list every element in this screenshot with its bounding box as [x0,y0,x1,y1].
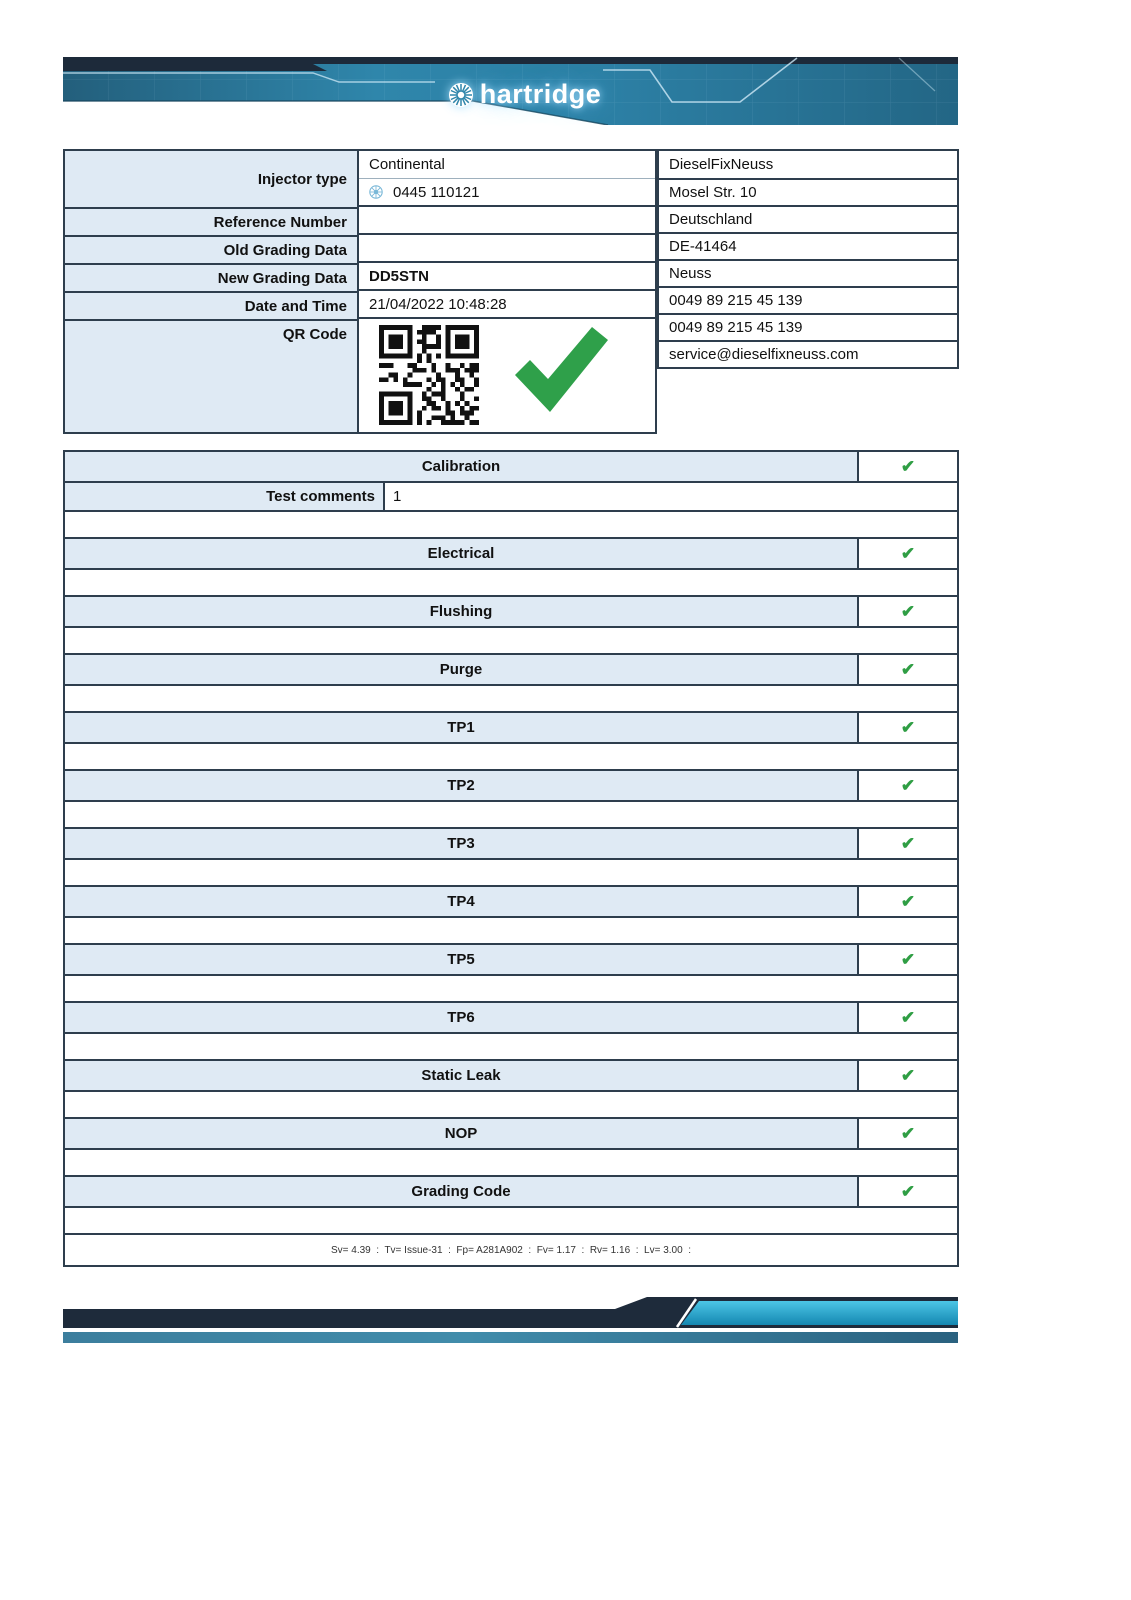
test-section-row [65,1001,957,1032]
test-section-title: TP6 [65,1003,857,1032]
test-section-block [65,595,957,653]
test-section-title: Flushing [65,597,857,626]
test-section-block [65,537,957,595]
contact-line: Mosel Str. 10 [659,178,957,205]
footer-banner [63,1295,958,1353]
check-icon: ✔ [900,1182,916,1201]
test-section-row [65,1059,957,1090]
pass-check-cell [857,1003,957,1032]
test-section-title: Purge [65,655,857,684]
test-section-title: Calibration [65,452,857,481]
pass-check-cell [857,771,957,800]
check-icon: ✔ [900,602,916,621]
contact-line: 0049 89 215 45 139 [659,313,957,340]
datetime-value: 21/04/2022 10:48:28 [359,289,655,317]
test-section-block [65,769,957,827]
check-icon: ✔ [900,776,916,795]
test-section-row [65,1175,957,1206]
pass-check-cell [857,713,957,742]
check-icon: ✔ [900,457,916,476]
header-banner-art [63,57,958,125]
test-section-block [65,653,957,711]
test-section-row [65,452,957,481]
check-icon: ✔ [900,950,916,969]
check-icon: ✔ [900,718,916,737]
test-comments-label: Test comments [65,483,385,510]
test-section-block [65,711,957,769]
test-section-row [65,653,957,684]
pass-check-cell [857,1177,957,1206]
test-section-row [65,711,957,742]
test-section-block [65,885,957,943]
test-results-table [63,450,959,1267]
test-section-title: TP3 [65,829,857,858]
info-value-column [357,149,657,434]
test-section-block [65,1059,957,1117]
injector-make-value: Continental [369,156,445,173]
old-grading-label: Old Grading Data [65,235,357,263]
spacer-row [65,684,957,711]
injector-type-label: Injector type [257,170,347,188]
spacer-row [65,858,957,885]
test-section-title: TP1 [65,713,857,742]
version-footer: Sv= 4.39 : Tv= Issue-31 : Fp= A281A902 : Fv= 1.17 : Rv= 1.16 : Lv= 3.00 : [65,1233,957,1265]
spacer-row [65,1206,957,1233]
qr-code-label: QR Code [65,319,357,347]
test-section-title: TP4 [65,887,857,916]
test-section-title: Electrical [65,539,857,568]
pass-check-cell [857,1061,957,1090]
spacer-row [65,510,957,537]
contact-line: DE-41464 [659,232,957,259]
pass-check-cell [857,597,957,626]
reference-number-value [359,205,655,233]
spacer-row [65,974,957,1001]
test-section-block [65,943,957,1001]
check-icon: ✔ [900,892,916,911]
test-section-title: Grading Code [65,1177,857,1206]
spacer-row [65,1032,957,1059]
spacer-row [65,626,957,653]
spacer-row [65,1148,957,1175]
qr-code [379,325,479,425]
check-icon: ✔ [900,1066,916,1085]
reference-number-label: Reference Number [65,207,357,235]
test-section-row [65,943,957,974]
test-section-row [65,595,957,626]
pass-check-cell [857,539,957,568]
test-section-title: TP5 [65,945,857,974]
new-grading-value: DD5STN [359,261,655,289]
qr-cell [359,317,655,432]
test-comments-row [65,481,957,510]
spacer-row [65,1090,957,1117]
pass-check-cell [857,829,957,858]
pass-check-cell [857,887,957,916]
test-section-block [65,452,957,537]
test-section-row [65,885,957,916]
injector-info-table [63,149,657,434]
test-section-block [65,1175,957,1233]
pass-check-cell [857,1119,957,1148]
spacer-row [65,916,957,943]
wheel-icon [369,185,383,199]
check-icon: ✔ [900,660,916,679]
brand-name: hartridge [479,79,602,109]
test-section-block [65,1117,957,1175]
info-label-column [63,149,357,434]
header-banner [63,57,958,125]
spacer-row [65,800,957,827]
test-section-title: Static Leak [65,1061,857,1090]
new-grading-label: New Grading Data [65,263,357,291]
test-section-title: NOP [65,1119,857,1148]
contact-line: DieselFixNeuss [669,156,774,173]
injector-number-row [359,178,655,205]
pass-check-cell [857,945,957,974]
check-icon: ✔ [900,1124,916,1143]
old-grading-value [359,233,655,261]
test-section-row [65,1117,957,1148]
test-results-rows [65,452,957,1233]
contact-line: service@dieselfixneuss.com [659,340,957,367]
workshop-contact-table [657,149,959,369]
datetime-label: Date and Time [65,291,357,319]
injector-number-value: 0445 110121 [393,183,480,201]
test-comments-value: 1 [385,483,957,510]
test-section-row [65,537,957,568]
contact-line: 0049 89 215 45 139 [659,286,957,313]
contact-line: Deutschland [659,205,957,232]
test-section-row [65,827,957,858]
pass-check-cell [857,452,957,481]
spacer-row [65,742,957,769]
spacer-row [65,568,957,595]
contact-line: Neuss [659,259,957,286]
test-section-title: TP2 [65,771,857,800]
footer-banner-art [63,1295,958,1353]
success-check-icon [511,327,611,413]
pass-check-cell [857,655,957,684]
check-icon: ✔ [900,834,916,853]
check-icon: ✔ [900,544,916,563]
test-section-block [65,1001,957,1059]
test-section-block [65,827,957,885]
test-section-row [65,769,957,800]
check-icon: ✔ [900,1008,916,1027]
